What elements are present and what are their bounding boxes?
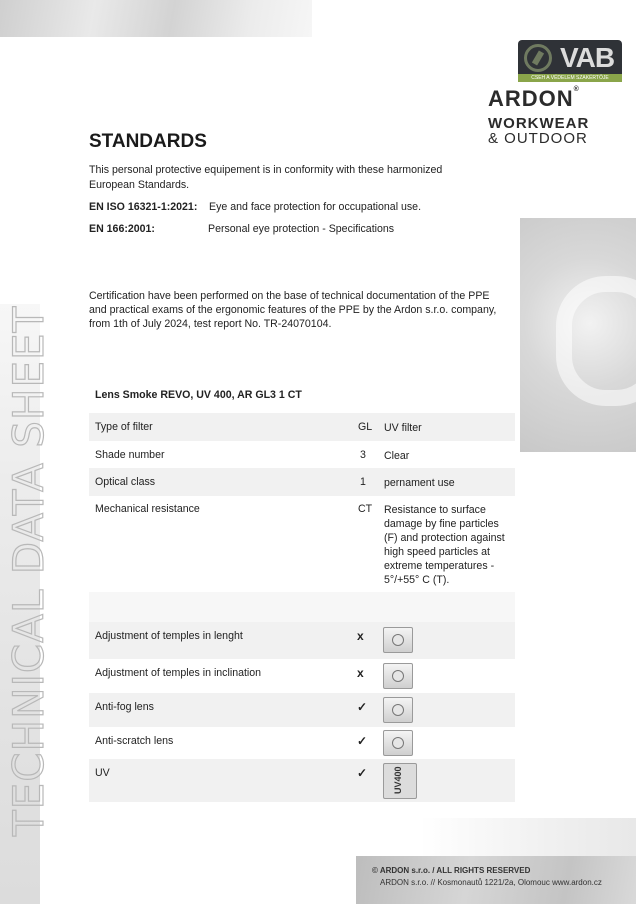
feature-mark: x bbox=[357, 666, 364, 680]
spec-value-line: damage by fine particles bbox=[384, 518, 499, 530]
uv400-icon bbox=[383, 763, 417, 799]
ardon-logo-text: ARDON bbox=[488, 86, 574, 111]
anti-scratch-icon bbox=[383, 730, 413, 756]
certification-line2: and practical exams of the ergonomic features of the PPE by the Ardon s.r.o. company, bbox=[89, 304, 497, 316]
outdoor-logo-text: & OUTDOOR bbox=[488, 130, 588, 147]
spec-label: Shade number bbox=[95, 449, 165, 461]
footer-address: ARDON s.r.o. // Kosmonautů 1221/2a, Olomouc www.ardon.cz bbox=[380, 878, 602, 887]
standard-code: EN ISO 16321-1:2021: bbox=[89, 201, 198, 213]
feature-mark: ✓ bbox=[357, 734, 368, 748]
table-row bbox=[89, 441, 515, 468]
table-spacer-row bbox=[89, 592, 515, 622]
feature-label: Anti-fog lens bbox=[95, 701, 154, 713]
anti-fog-icon bbox=[383, 697, 413, 723]
spec-label: Mechanical resistance bbox=[95, 503, 200, 515]
spec-code: 1 bbox=[360, 476, 366, 488]
spec-value-line: 5°/+55° C (T). bbox=[384, 574, 450, 586]
top-texture bbox=[0, 0, 312, 37]
registered-mark: ® bbox=[573, 86, 580, 93]
spec-value-line: Resistance to surface bbox=[384, 504, 486, 516]
feature-mark: x bbox=[357, 629, 364, 643]
certification-line1: Certification have been performed on the base of technical documentation of the PPE bbox=[89, 290, 490, 302]
spec-value: pernament use bbox=[384, 477, 455, 489]
table-row bbox=[89, 496, 515, 592]
spec-label: Type of filter bbox=[95, 421, 153, 433]
feature-mark: ✓ bbox=[357, 700, 368, 714]
table-row bbox=[89, 413, 515, 441]
table-row bbox=[89, 468, 515, 496]
ardon-logo bbox=[488, 86, 580, 112]
lens-title: Lens Smoke REVO, UV 400, AR GL3 1 CT bbox=[95, 389, 302, 401]
uv400-icon-text: UV400 bbox=[393, 766, 403, 794]
standards-intro-line2: European Standards. bbox=[89, 179, 190, 191]
standards-intro-line1: This personal protective equipement is in conformity with these harmonized bbox=[89, 164, 443, 176]
standard-description: Personal eye protection - Specifications bbox=[208, 223, 395, 235]
table-row bbox=[89, 693, 515, 727]
standard-code: EN 166:2001: bbox=[89, 223, 155, 235]
spec-value-line: extreme temperatures - bbox=[384, 560, 495, 572]
temple-length-icon bbox=[383, 627, 413, 653]
feature-label: Adjustment of temples in lenght bbox=[95, 630, 243, 642]
technical-data-sheet-side-title: TECHNICAL DATA SHEET bbox=[4, 305, 53, 836]
vab-logo-text: VAB bbox=[560, 42, 615, 73]
spec-code: CT bbox=[358, 503, 373, 515]
spec-value-line: high speed particles at bbox=[384, 546, 491, 558]
table-row bbox=[89, 759, 515, 802]
table-row bbox=[89, 659, 515, 693]
right-texture bbox=[520, 218, 636, 452]
spec-code: GL bbox=[358, 421, 373, 433]
feature-label: Adjustment of temples in inclination bbox=[95, 667, 262, 679]
vab-emblem-icon bbox=[524, 44, 552, 72]
spec-value: UV filter bbox=[384, 422, 422, 434]
feature-mark: ✓ bbox=[357, 766, 368, 780]
vab-logo-strip: CSEH A VÉDELEM SZAKÉRTŐJE bbox=[518, 74, 622, 82]
standards-heading: STANDARDS bbox=[89, 131, 207, 152]
workwear-logo-text: WORKWEAR bbox=[488, 115, 590, 132]
certification-line3: from 1th of July 2024, test report No. TR-24070104. bbox=[89, 318, 332, 330]
footer-copyright: © ARDON s.r.o. / ALL RIGHTS RESERVED bbox=[372, 866, 531, 875]
spec-value: Clear bbox=[384, 450, 410, 462]
table-row bbox=[89, 727, 515, 759]
vab-logo bbox=[518, 40, 622, 82]
spec-value bbox=[384, 503, 505, 587]
feature-label: UV bbox=[95, 767, 110, 779]
table-row bbox=[89, 622, 515, 659]
temple-inclination-icon bbox=[383, 663, 413, 689]
spec-value-line: (F) and protection against bbox=[384, 532, 505, 544]
standard-description: Eye and face protection for occupational use. bbox=[209, 201, 422, 213]
feature-label: Anti-scratch lens bbox=[95, 735, 174, 747]
spec-label: Optical class bbox=[95, 476, 156, 488]
spec-code: 3 bbox=[360, 449, 366, 461]
bottom-fade-texture bbox=[420, 818, 636, 858]
